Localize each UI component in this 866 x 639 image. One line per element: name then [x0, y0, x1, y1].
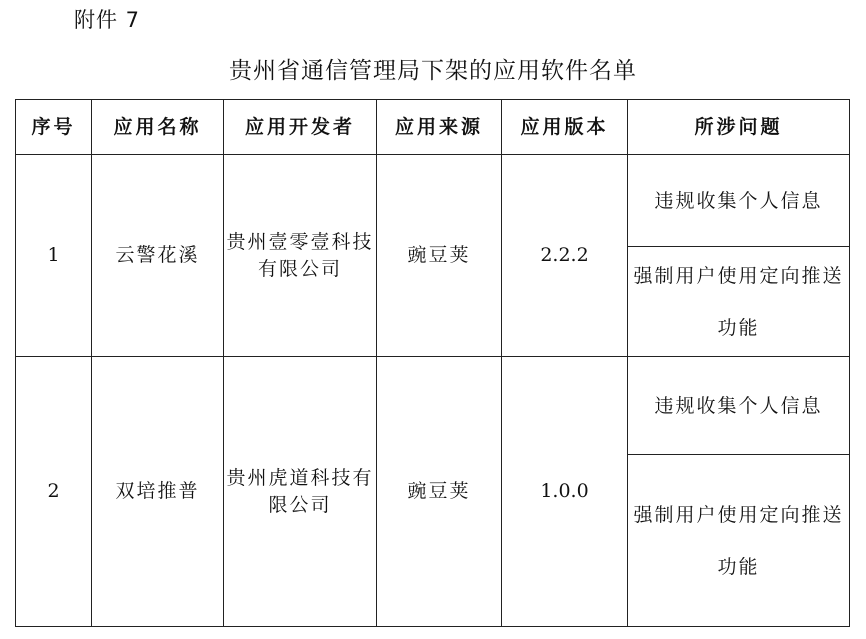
table-row	[16, 357, 850, 455]
row-developer: 贵州壹零壹科技有限公司	[224, 155, 377, 357]
row-developer: 贵州虎道科技有限公司	[224, 357, 377, 627]
row-app-name: 双培推普	[92, 357, 224, 627]
row-issue: 违规收集个人信息	[628, 357, 850, 455]
header-developer: 应用开发者	[224, 100, 377, 155]
row-index: 2	[16, 357, 92, 627]
row-index: 1	[16, 155, 92, 357]
table-row	[16, 155, 850, 247]
row-issue: 强制用户使用定向推送功能	[628, 455, 850, 627]
row-source: 豌豆荚	[377, 357, 502, 627]
header-version: 应用版本	[502, 100, 628, 155]
row-issue: 强制用户使用定向推送功能	[628, 247, 850, 357]
row-app-name: 云警花溪	[92, 155, 224, 357]
row-version: 2.2.2	[502, 155, 628, 357]
row-issue: 违规收集个人信息	[628, 155, 850, 247]
row-source: 豌豆荚	[377, 155, 502, 357]
document-title: 贵州省通信管理局下架的应用软件名单	[229, 58, 637, 84]
app-removal-table	[15, 99, 850, 627]
header-issues: 所涉问题	[628, 100, 850, 155]
header-app-name: 应用名称	[92, 100, 224, 155]
table-header-row	[16, 100, 850, 155]
attachment-label: 附件 7	[74, 8, 141, 32]
header-source: 应用来源	[377, 100, 502, 155]
header-index: 序号	[16, 100, 92, 155]
row-version: 1.0.0	[502, 357, 628, 627]
